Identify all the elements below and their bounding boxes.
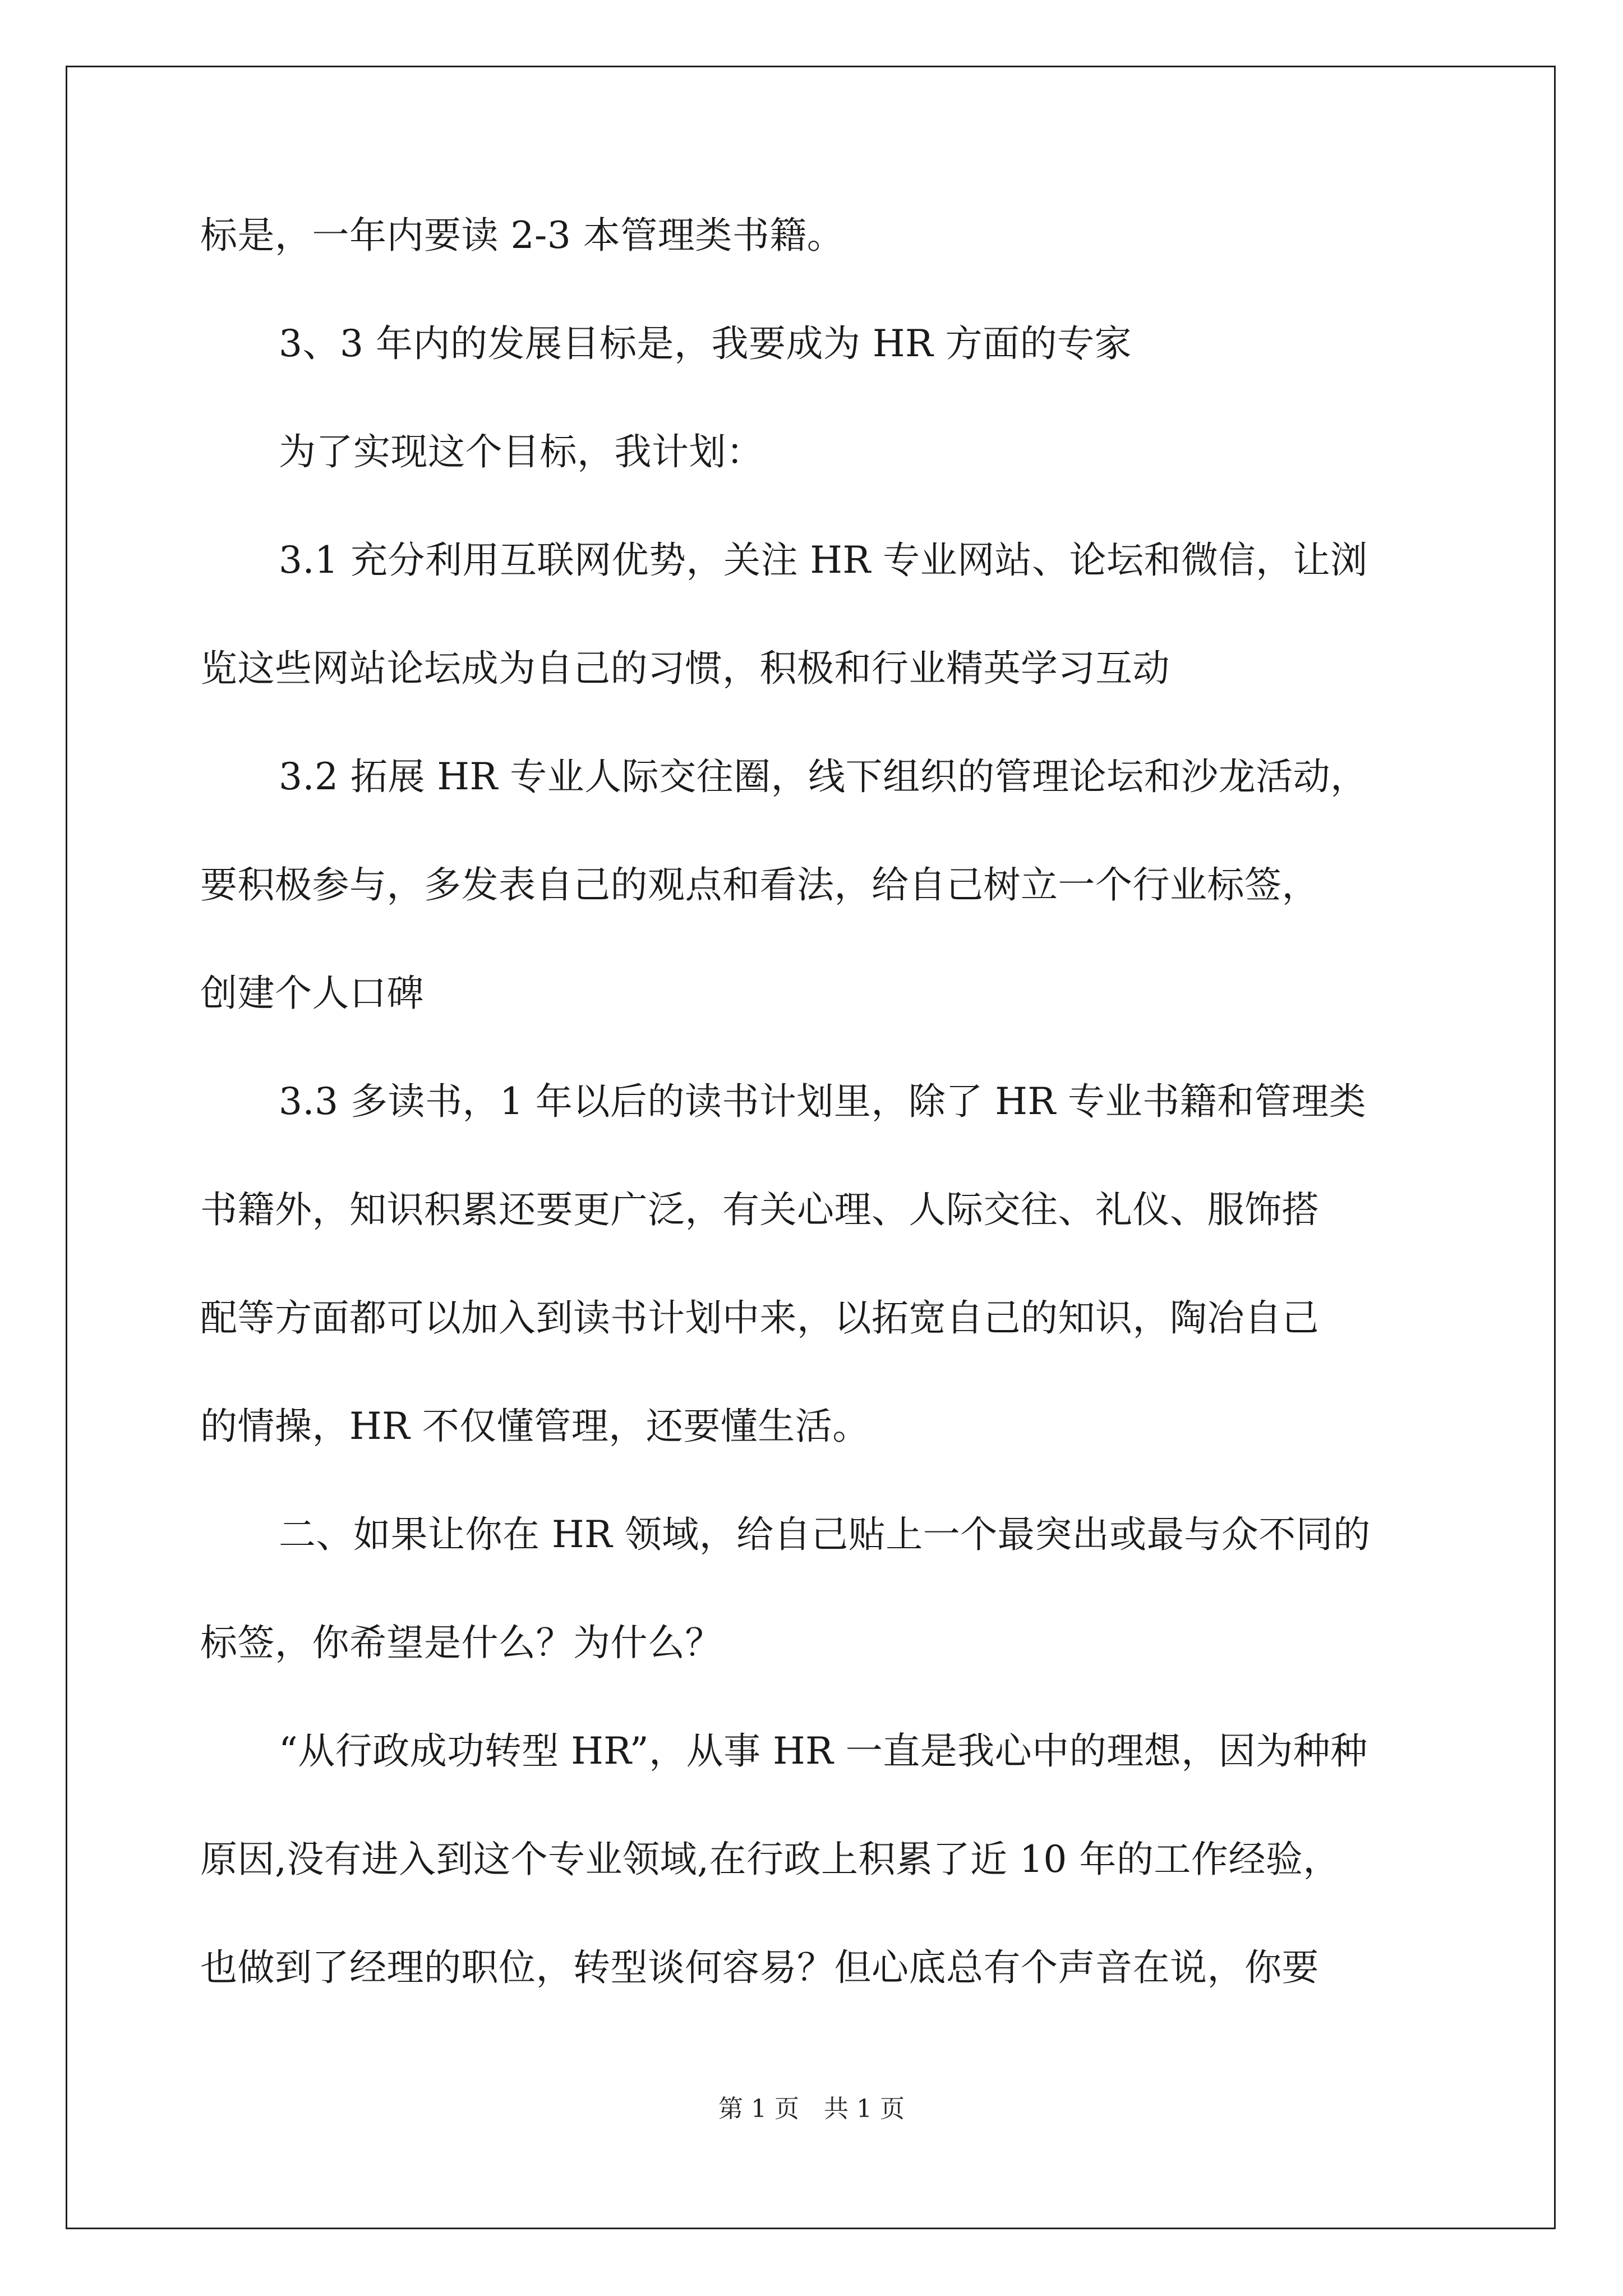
- body-line-11: 配等方面都可以加入到读书计划中来，以拓宽自己的知识，陶冶自己: [200, 1296, 1319, 1340]
- body-line-3: 为了实现这个目标，我计划：: [279, 430, 764, 473]
- body-line-6: 3.2 拓展 HR 专业人际交往圈，线下组织的管理论坛和沙龙活动，: [279, 755, 1368, 798]
- body-line-2: 3、3 年内的发展目标是，我要成为 HR 方面的专家: [279, 322, 1132, 365]
- body-line-8: 创建个人口碑: [200, 972, 424, 1015]
- body-line-15: “从行政成功转型 HR”，从事 HR 一直是我心中的理想，因为种种: [279, 1729, 1368, 1773]
- body-line-13: 二、如果让你在 HR 领域，给自己贴上一个最突出或最与众不同的: [279, 1513, 1371, 1556]
- page-border: [66, 66, 1556, 2229]
- page-footer: 第 1 页 共 1 页: [718, 2095, 905, 2123]
- body-line-12: 的情操，HR 不仅懂管理，还要懂生活。: [200, 1405, 870, 1448]
- body-line-4: 3.1 充分利用互联网优势，关注 HR 专业网站、论坛和微信，让浏: [279, 539, 1368, 582]
- body-line-10: 书籍外，知识积累还要更广泛，有关心理、人际交往、礼仪、服饰搭: [200, 1188, 1319, 1231]
- body-line-9: 3.3 多读书，1 年以后的读书计划里，除了 HR 专业书籍和管理类: [279, 1080, 1367, 1123]
- body-line-5: 览这些网站论坛成为自己的习惯，积极和行业精英学习互动: [200, 647, 1170, 690]
- body-line-14: 标签，你希望是什么？为什么？: [200, 1621, 722, 1664]
- body-line-17: 也做到了经理的职位，转型谈何容易？但心底总有个声音在说，你要: [200, 1946, 1319, 1989]
- body-line-7: 要积极参与，多发表自己的观点和看法，给自己树立一个行业标签，: [200, 863, 1319, 907]
- body-line-16: 原因,没有进入到这个专业领域,在行政上积累了近 10 年的工作经验，: [200, 1838, 1340, 1881]
- body-line-1: 标是，一年内要读 2-3 本管理类书籍。: [200, 214, 845, 257]
